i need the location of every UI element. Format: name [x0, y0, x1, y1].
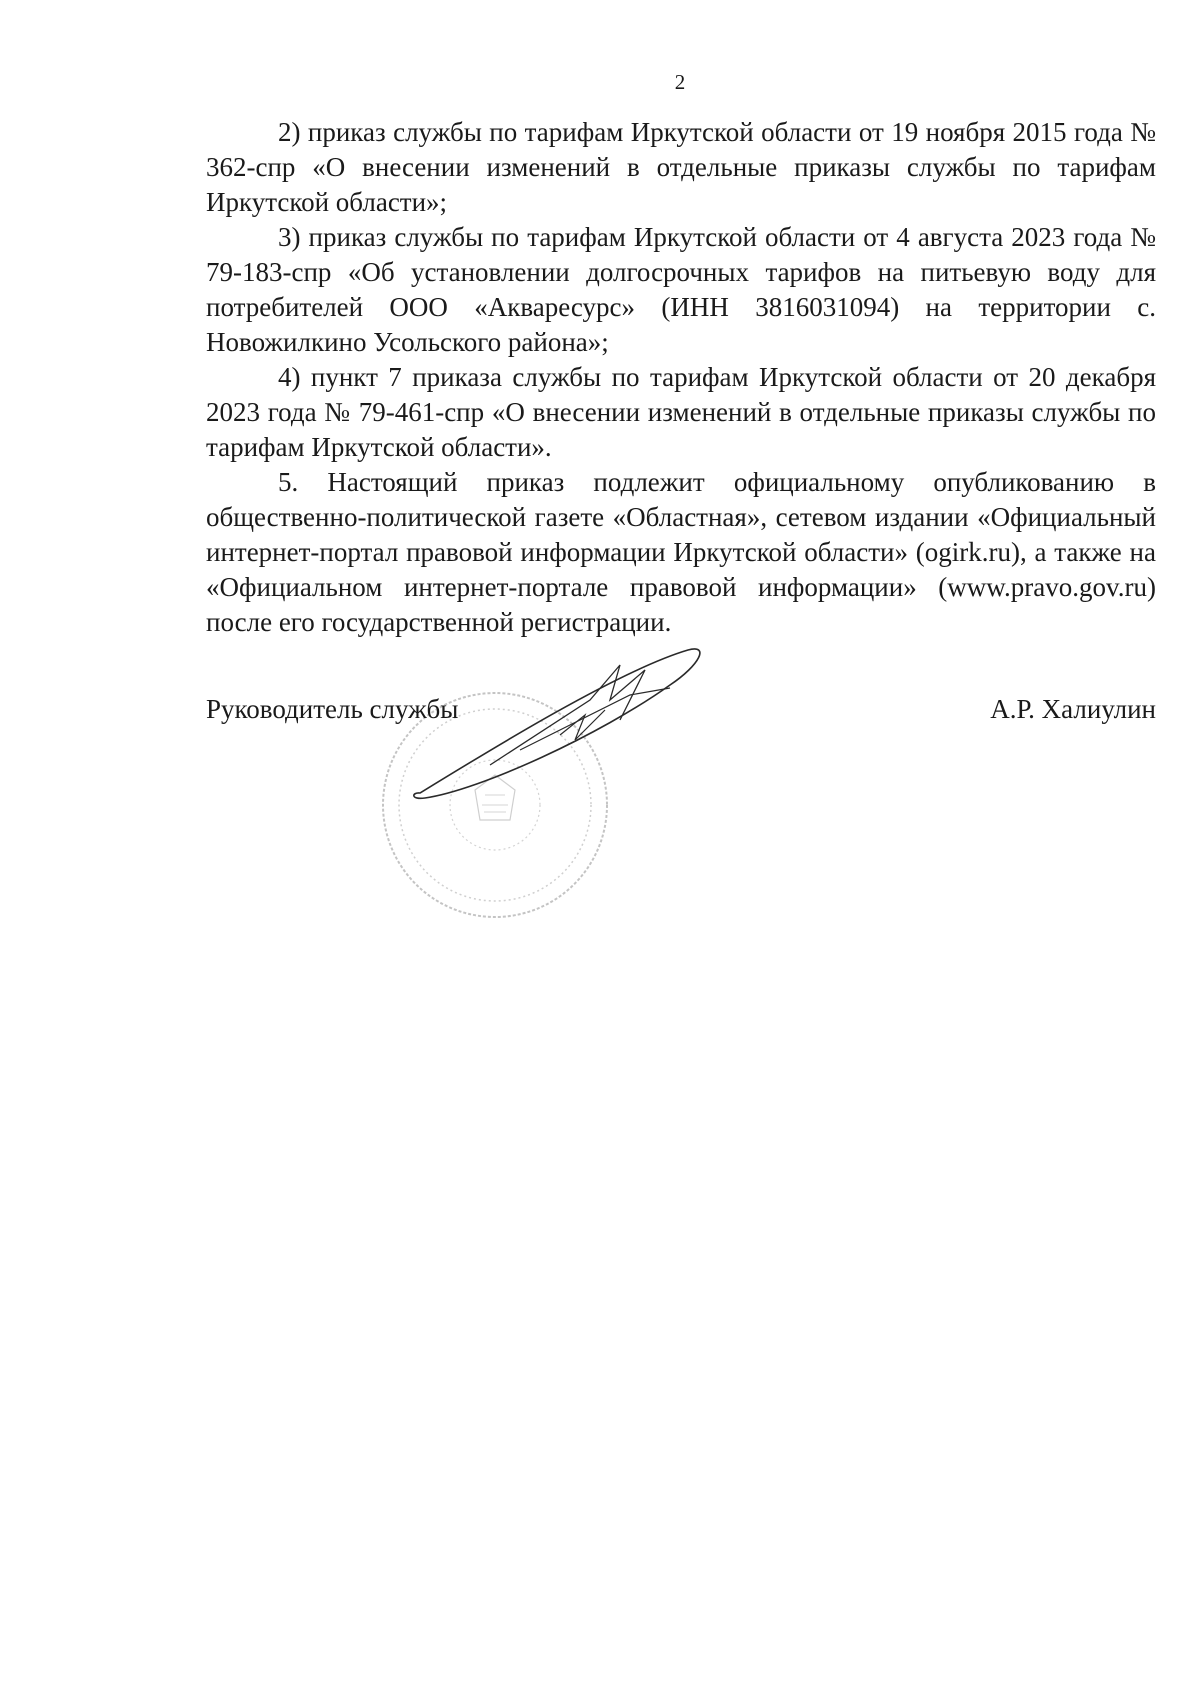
- paragraph-item-4: 4) пункт 7 приказа службы по тарифам Иркутской области от 20 декабря 2023 года № 79-461-спр «О внесении изменений в отдельные приказы службы по тарифам Иркутской области».: [206, 362, 1156, 462]
- paragraph-item-3: 3) приказ службы по тарифам Иркутской области от 4 августа 2023 года № 79-183-спр «Об установлении долгосрочных тарифов на питьевую воду для потребителей ООО «Акваресурс» (ИНН 3816031094) на территории с. Новожилкино Усольского района»;: [206, 222, 1156, 357]
- signer-name: А.Р. Халиулин: [990, 694, 1156, 724]
- official-seal-and-signature: [370, 640, 770, 980]
- signer-title: Руководитель службы: [206, 694, 459, 724]
- document-body: [206, 115, 1156, 640]
- signature-block: [206, 694, 1156, 734]
- page-number: 2: [674, 70, 686, 94]
- paragraph-item-2: 2) приказ службы по тарифам Иркутской области от 19 ноября 2015 года № 362-спр «О внесении изменений в отдельные приказы службы по тарифам Иркутской области»;: [206, 117, 1156, 217]
- paragraph-section-5: 5. Настоящий приказ подлежит официальному опубликованию в общественно-политической газете «Областная», сетевом издании «Официальный интернет-портал правовой информации Иркутской области» (ogirk.ru), а также на «Официальном интернет-портале правовой информации» (www.pravo.gov.ru) после его государственной регистрации.: [206, 467, 1156, 637]
